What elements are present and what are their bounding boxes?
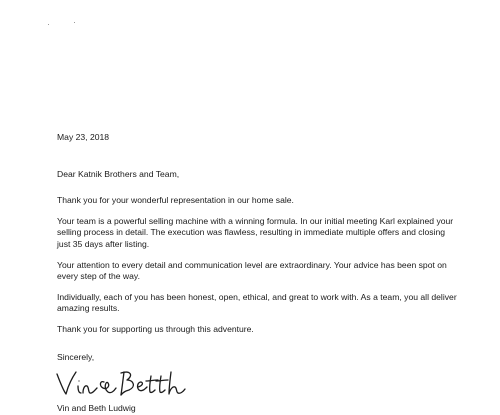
letter-closing: Sincerely, xyxy=(57,351,95,362)
letter-paragraph-5: Thank you for supporting us through this adventure. xyxy=(57,323,254,334)
letter-paragraph-2: Your team is a powerful selling machine with a winning formula. In our initial meeting Karl explained your selling process in detail. The execution was flawless, resulting in immediate multiple offers and closing just 35 days after listing. xyxy=(57,215,454,249)
scan-speck xyxy=(48,24,49,25)
letter-paragraph-3: Your attention to every detail and communication level are extraordinary. Your advice has been spot on every step of the way. xyxy=(57,259,447,282)
letter-body xyxy=(57,132,457,363)
handwritten-signature xyxy=(54,368,194,402)
scan-speck xyxy=(74,22,75,23)
letter-paragraph-4: Individually, each of you has been honest, open, ethical, and great to work with. As a team, you all deliver amazing results. xyxy=(57,291,457,314)
letter-date: May 23, 2018 xyxy=(57,132,110,142)
signer-name: Vin and Beth Ludwig xyxy=(57,403,136,413)
letter-salutation: Dear Katnik Brothers and Team, xyxy=(57,168,180,179)
letter-paragraph-1: Thank you for your wonderful representation in our home sale. xyxy=(57,195,294,206)
